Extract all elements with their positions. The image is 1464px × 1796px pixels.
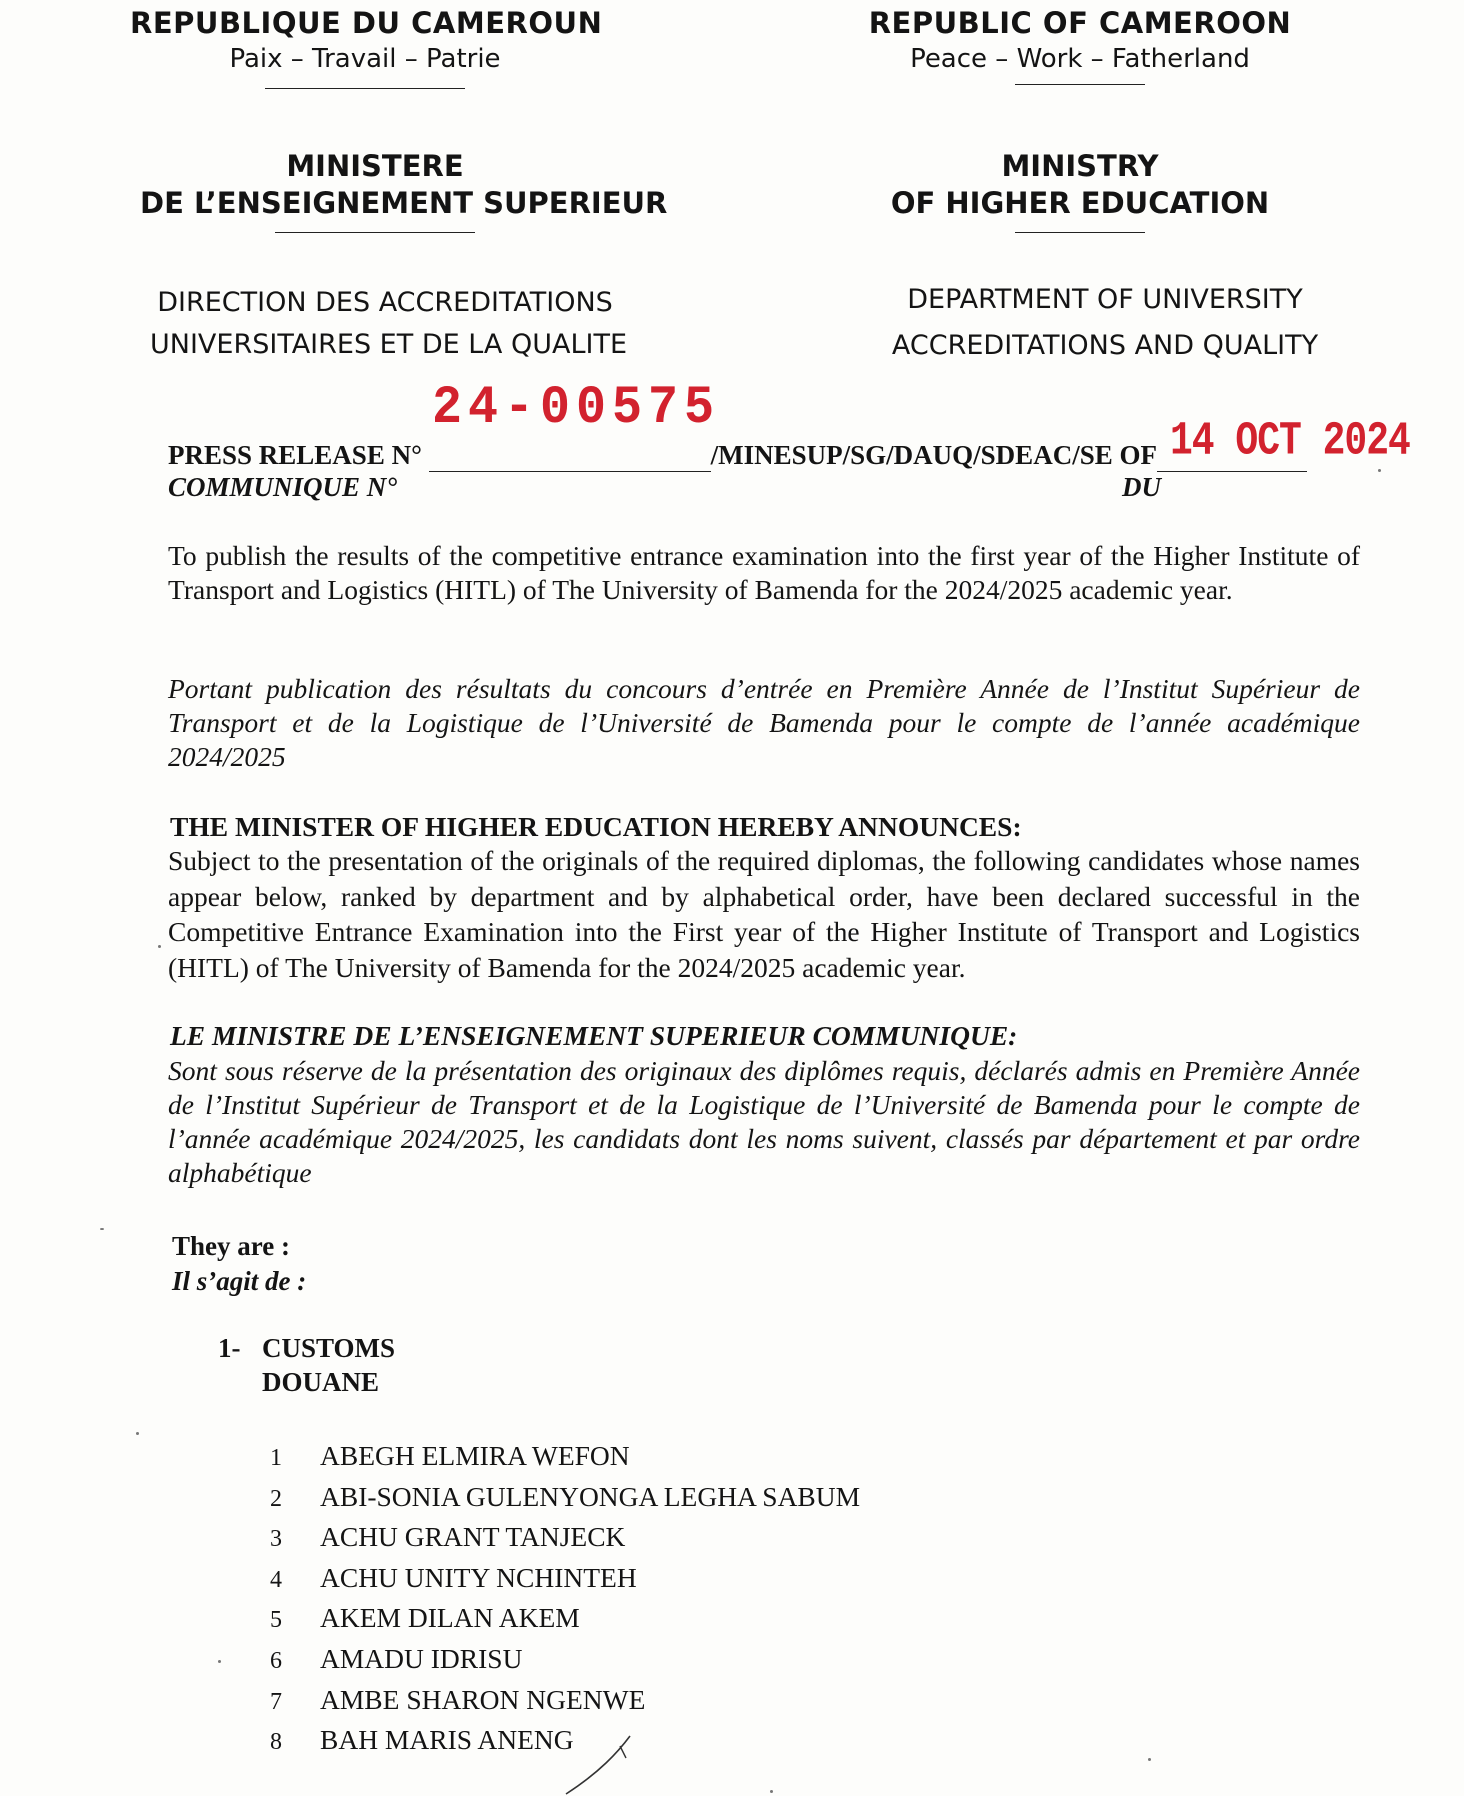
motto-fr: Paix – Travail – Patrie xyxy=(229,44,501,74)
candidate-name: ABEGH ELMIRA WEFON xyxy=(320,1440,630,1471)
candidate-name: ABI-SONIA GULENYONGA LEGHA SABUM xyxy=(320,1480,861,1512)
list-item xyxy=(270,1639,860,1680)
press-release-line xyxy=(168,440,1368,472)
section-title-fr: DOUANE xyxy=(262,1367,380,1397)
divider xyxy=(275,232,475,233)
reference-number-stamp: 24-00575 xyxy=(432,377,721,440)
department-right xyxy=(880,277,1330,369)
department-line2-fr: UNIVERSITAIRES ET DE LA QUALITE xyxy=(150,329,628,360)
department-left xyxy=(150,282,628,366)
candidate-name: ACHU UNITY NCHINTEH xyxy=(320,1561,637,1593)
motto-en: Peace – Work – Fatherland xyxy=(910,44,1250,74)
date-blank xyxy=(1157,440,1307,472)
candidate-name: AMADU IDRISU xyxy=(320,1642,523,1674)
they-are-block xyxy=(172,1229,306,1299)
ministry-line1-en: MINISTRY xyxy=(1001,149,1159,183)
scan-speck xyxy=(1148,1758,1151,1761)
candidate-name: AMBE SHARON NGENWE xyxy=(320,1683,646,1715)
ministry-line2-en: OF HIGHER EDUCATION xyxy=(890,186,1270,220)
candidate-name: BAH MARIS ANENG xyxy=(320,1724,574,1756)
candidate-number: 4 xyxy=(270,1566,282,1593)
divider xyxy=(1015,84,1145,85)
country-name-fr: REPUBLIQUE DU CAMEROUN xyxy=(130,6,603,40)
press-release-reference: /MINESUP/SG/DAUQ/SDEAC/SE OF xyxy=(710,440,1157,470)
list-item xyxy=(270,1477,860,1518)
list-item xyxy=(270,1517,860,1558)
list-item xyxy=(270,1598,860,1639)
press-release-label: PRESS RELEASE N° xyxy=(168,440,422,470)
they-are-fr: Il s’agit de : xyxy=(172,1266,307,1296)
department-line1-fr: DIRECTION DES ACCREDITATIONS xyxy=(157,287,613,318)
country-name-en: REPUBLIC OF CAMEROON xyxy=(868,6,1292,40)
candidate-number: 8 xyxy=(270,1729,282,1756)
ministry-left xyxy=(140,148,668,233)
du-label: DU xyxy=(1122,472,1161,502)
candidate-number: 5 xyxy=(270,1607,282,1634)
intro-paragraph-en: To publish the results of the competitive entrance examination into the first year of the Higher Institute of Transport and Logistics (HITL) of The University of Bamenda for the 2024/2025 academic year. xyxy=(168,540,1360,605)
candidate-list xyxy=(270,1436,860,1761)
candidate-number: 3 xyxy=(270,1526,282,1553)
communique-label: COMMUNIQUE N° xyxy=(168,472,398,502)
ministry-line1-fr: MINISTERE xyxy=(286,149,464,183)
section-title-en: CUSTOMS xyxy=(262,1333,396,1363)
divider xyxy=(265,88,465,89)
scan-speck xyxy=(158,945,161,948)
candidate-number: 2 xyxy=(270,1485,282,1512)
scan-speck xyxy=(218,1660,221,1663)
announcement-paragraph-fr: Sont sous réserve de la présentation des originaux des diplômes requis, déclarés admis en Première Année de l’Institut Supérieur de Transport et de la Logistique de l’Université de Bamenda pour le compte de l’année académique 2024/2025, les candidats dont les noms suivent, classés par département et par ordre alphabétique xyxy=(168,1055,1360,1188)
reference-blank xyxy=(429,440,711,472)
ministry-line2-fr: DE L’ENSEIGNEMENT SUPERIEUR xyxy=(140,186,668,220)
section-number: 1- xyxy=(218,1333,241,1363)
candidate-number: 1 xyxy=(270,1445,282,1471)
header-left xyxy=(130,6,603,89)
candidate-number: 6 xyxy=(270,1647,282,1674)
candidate-number: 7 xyxy=(270,1688,282,1715)
announcement-paragraph-en: Subject to the presentation of the originals of the required diplomas, the following candidates whose names appear below, ranked by department and by alphabetical order, have been declared successful in the Competitive Entrance Examination into the First year of the Higher Institute of Transport and Logistics (HITL) of The University of Bamenda for the 2024/2025 academic year. xyxy=(168,845,1360,983)
scan-speck xyxy=(1378,469,1381,472)
section-heading xyxy=(218,1331,395,1399)
list-item xyxy=(270,1436,860,1477)
scan-speck xyxy=(100,1228,104,1230)
scan-speck xyxy=(136,1432,139,1435)
list-item xyxy=(270,1680,860,1721)
they-are-en: They are : xyxy=(172,1231,290,1261)
department-line2-en: ACCREDITATIONS AND QUALITY xyxy=(891,330,1319,361)
header-right xyxy=(840,6,1320,85)
divider xyxy=(1015,232,1145,233)
candidate-name: AKEM DILAN AKEM xyxy=(320,1602,580,1634)
announcement-heading-en: THE MINISTER OF HIGHER EDUCATION HEREBY ANNOUNCES: xyxy=(170,811,1022,842)
department-line1-en: DEPARTMENT OF UNIVERSITY xyxy=(907,284,1303,315)
date-stamp: 14 OCT 2024 xyxy=(1170,414,1410,469)
list-item xyxy=(270,1558,860,1599)
scan-speck xyxy=(770,1790,773,1793)
pen-stroke-mark xyxy=(560,1732,640,1796)
candidate-name: ACHU GRANT TANJECK xyxy=(320,1521,626,1553)
announcement-heading-fr: LE MINISTRE DE L’ENSEIGNEMENT SUPERIEUR COMMUNIQUE: xyxy=(170,1020,1018,1051)
intro-paragraph-fr: Portant publication des résultats du concours d’entrée en Première Année de l’Institut Supérieur de Transport et de la Logistique de l’Université de Bamenda pour le compte de l’année académique 2024/2025 xyxy=(168,673,1360,772)
ministry-right xyxy=(840,148,1320,233)
